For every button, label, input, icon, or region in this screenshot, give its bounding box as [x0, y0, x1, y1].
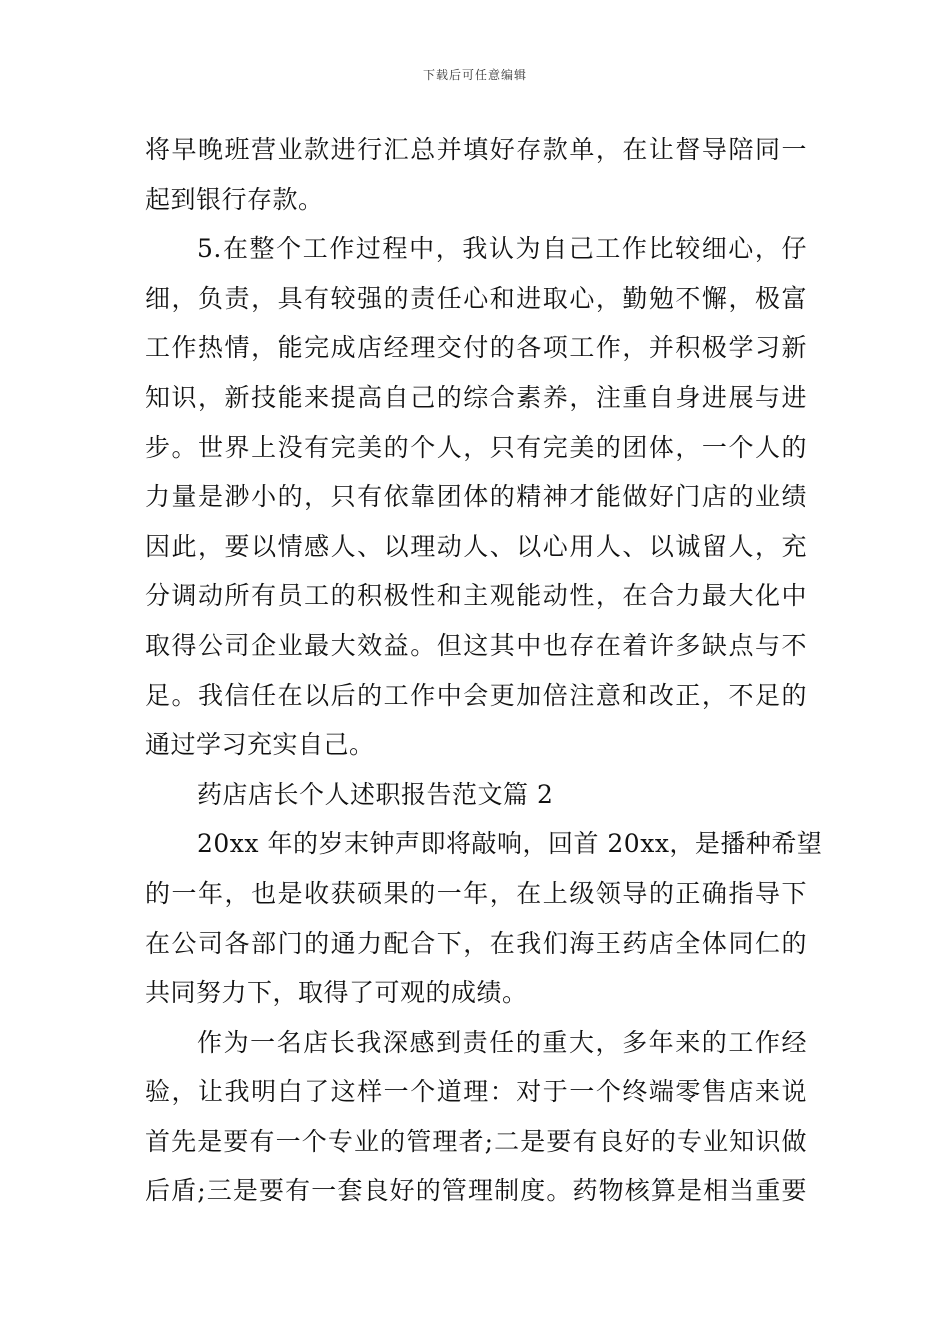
text-line: 知识，新技能来提高自己的综合素养，注重自身进展与进 [145, 382, 807, 412]
text-line: 取得公司企业最大效益。但这其中也存在着许多缺点与不 [145, 630, 807, 660]
text-line: 细，负责，具有较强的责任心和进取心，勤勉不懈，极富 [145, 283, 807, 313]
document-body [145, 125, 823, 1216]
text-line: 在公司各部门的通力配合下，在我们海王药店全体同仁的 [145, 928, 807, 958]
text-line: 足。我信任在以后的工作中会更加倍注意和改正，不足的 [145, 680, 807, 710]
text-line: 通过学习充实自己。 [145, 730, 375, 760]
text-line: 共同努力下，取得了可观的成绩。 [145, 978, 528, 1008]
text-line: 首先是要有一个专业的管理者;二是要有良好的专业知识做 [145, 1126, 807, 1156]
text-line: 后盾;三是要有一套良好的管理制度。药物核算是相当重要 [145, 1176, 807, 1206]
text-line: 工作热情，能完成店经理交付的各项工作，并积极学习新 [145, 333, 807, 363]
paragraph [145, 819, 823, 1017]
text-line: 力量是渺小的，只有依靠团体的精神才能做好门店的业绩 [145, 482, 807, 512]
text-line: 5.在整个工作过程中，我认为自己工作比较细心，仔 [197, 234, 807, 264]
paragraph [145, 1018, 807, 1216]
text-line: 起到银行存款。 [145, 184, 324, 214]
section-heading [145, 770, 807, 820]
text-line: 20xx 年的岁末钟声即将敲响，回首 20xx，是播种希望 [197, 829, 823, 859]
text-line: 验，让我明白了这样一个道理：对于一个终端零售店来说 [145, 1077, 807, 1107]
paragraph [145, 125, 807, 224]
text-line: 作为一名店长我深感到责任的重大，多年来的工作经 [197, 1027, 807, 1057]
text-line: 分调动所有员工的积极性和主观能动性，在合力最大化中 [145, 581, 807, 611]
text-line: 的一年，也是收获硕果的一年，在上级领导的正确指导下 [145, 878, 807, 908]
paragraph [145, 224, 807, 770]
text-line: 将早晚班营业款进行汇总并填好存款单，在让督导陪同一 [145, 135, 807, 164]
heading-line: 药店店长个人述职报告范文篇 2 [197, 779, 554, 809]
page-header: 下载后可任意编辑 [422, 68, 527, 82]
text-line: 因此，要以情感人、以理动人、以心用人、以诚留人，充 [145, 531, 807, 561]
text-line: 步。世界上没有完美的个人，只有完美的团体，一个人的 [145, 432, 807, 462]
